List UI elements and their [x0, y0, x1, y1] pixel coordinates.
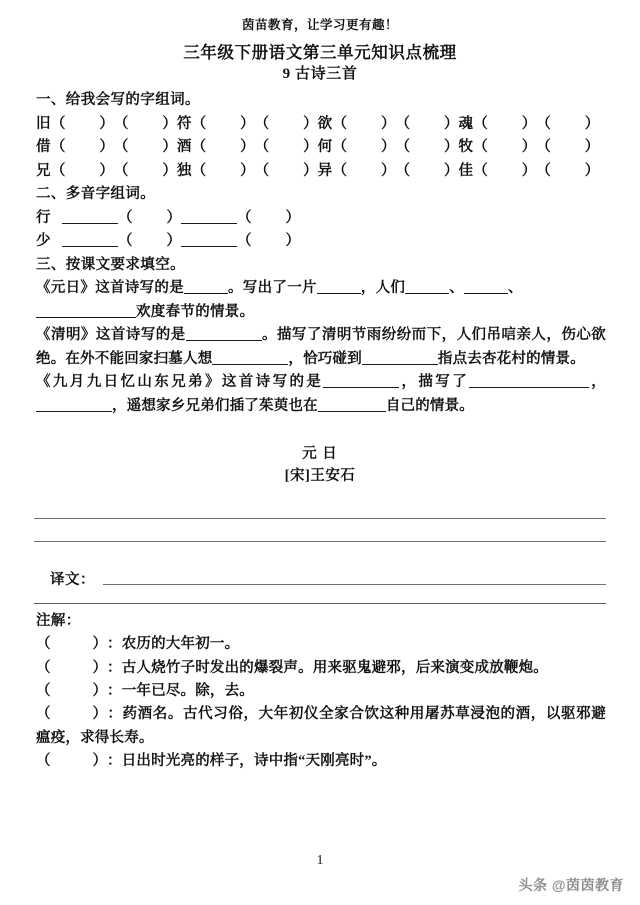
answer-blank[interactable] — [181, 209, 237, 224]
annotation-text: ：药酒名。古代习俗，大年初仪全家合饮这种用屠苏草浸泡的酒，以驱邪避瘟疫，求得长寿。 — [36, 706, 606, 746]
paren-open: （ — [36, 683, 51, 699]
answer-blank[interactable] — [464, 279, 508, 294]
answer-paren[interactable] — [118, 230, 181, 253]
paren-open: （ — [113, 162, 129, 179]
answer-blank[interactable] — [184, 279, 228, 294]
answer-paren[interactable] — [473, 160, 536, 183]
fill-text: 、 — [449, 280, 465, 297]
answer-paren[interactable] — [114, 160, 177, 183]
paren-close: ） — [443, 162, 459, 179]
paren-close: ） — [92, 636, 107, 653]
char-group — [318, 139, 459, 155]
answer-paren[interactable] — [51, 160, 114, 183]
answer-paren[interactable] — [473, 113, 536, 136]
paren-close: ） — [240, 162, 255, 179]
paren-close: ） — [443, 115, 459, 132]
annotation-text: ：古人烧竹子时发出的爆裂声。用来驱鬼避邪，后来演变成放鞭炮。 — [107, 659, 548, 676]
char-row — [34, 136, 606, 159]
section-two-heading: 二、多音字组词。 — [36, 186, 156, 203]
fill-text: 自己的情景。 — [385, 397, 475, 414]
answer-blank[interactable] — [36, 303, 136, 318]
answer-blank[interactable] — [62, 232, 118, 247]
annotation-item — [34, 657, 606, 680]
paren-open: （ — [36, 753, 51, 770]
char-group — [36, 139, 177, 155]
fill-text: 《元日》这首诗写的是 — [36, 280, 184, 297]
paren-open: （ — [113, 139, 129, 156]
polyphone-char: 少 — [36, 233, 51, 250]
annotation-item — [34, 703, 606, 750]
paren-close: ） — [443, 139, 459, 156]
paren-open: （ — [332, 115, 347, 132]
answer-paren[interactable] — [192, 136, 255, 159]
paren-open: （ — [473, 162, 488, 179]
answer-blank[interactable] — [181, 232, 237, 247]
paren-close: ） — [162, 115, 177, 132]
answer-paren[interactable] — [36, 680, 107, 703]
char-group — [458, 139, 599, 155]
polyphone-row — [34, 207, 606, 230]
poem-title: 元 日 — [302, 446, 338, 463]
char-group — [36, 163, 177, 179]
fill-blank-item — [34, 324, 606, 371]
paren-open: （ — [113, 115, 129, 132]
paren-open: （ — [473, 115, 488, 132]
fill-text: ，遥想家乡兄弟们插了茱萸也在 — [112, 397, 318, 414]
fill-text: 。写出了一片 — [228, 280, 317, 297]
paren-close: ） — [99, 115, 114, 132]
char-row — [34, 160, 606, 183]
char-label: 欲 — [317, 115, 333, 132]
paren-open: （ — [36, 706, 51, 723]
paren-open: （ — [536, 115, 551, 132]
paren-close: ） — [380, 162, 396, 179]
paren-open: （ — [536, 162, 551, 179]
answer-paren[interactable] — [536, 113, 599, 136]
paren-open: （ — [237, 233, 252, 250]
answer-paren[interactable] — [395, 136, 458, 159]
answer-paren[interactable] — [114, 113, 177, 136]
char-label: 兄 — [36, 162, 51, 179]
char-label: 魂 — [458, 115, 474, 132]
fill-text: 。描写了清明节雨纷纷而下，人们吊唁亲人，伤心欲绝。在外不能回家扫墓人想 — [36, 327, 606, 367]
paren-close: ） — [166, 209, 181, 226]
polyphone-char: 行 — [36, 209, 51, 226]
paren-close: ） — [521, 162, 537, 179]
paren-close: ） — [99, 162, 114, 179]
paren-close: ） — [303, 139, 318, 156]
fill-blank-item — [34, 371, 606, 418]
paren-close: ） — [380, 115, 396, 132]
answer-blank[interactable] — [469, 373, 589, 388]
paren-close: ） — [92, 753, 107, 770]
char-group — [177, 163, 318, 179]
annotation-item — [34, 633, 606, 656]
answer-paren[interactable] — [536, 160, 599, 183]
paren-open: （ — [254, 115, 270, 132]
paren-open: （ — [118, 233, 133, 250]
char-label: 牧 — [458, 139, 474, 156]
section-one-heading: 一、给我会写的字组词。 — [36, 92, 200, 109]
answer-blank[interactable] — [362, 350, 438, 365]
fill-text: ，人们 — [360, 280, 406, 297]
paren-close: ） — [162, 139, 177, 156]
paren-open: （ — [395, 115, 410, 132]
paren-close: ） — [240, 115, 255, 132]
paren-open: （ — [254, 139, 270, 156]
paren-open: （ — [332, 139, 347, 156]
char-group — [318, 163, 459, 179]
char-label: 异 — [317, 162, 333, 179]
answer-blank[interactable] — [323, 373, 399, 388]
paren-close: ） — [584, 139, 600, 156]
paren-open: （ — [50, 139, 66, 156]
paren-close: ） — [521, 139, 537, 156]
char-row — [34, 113, 606, 136]
answer-paren[interactable] — [118, 207, 181, 230]
char-group — [36, 116, 177, 132]
paren-open: （ — [536, 139, 551, 156]
paren-close: ） — [285, 233, 300, 250]
paren-open: （ — [395, 162, 410, 179]
fill-text: 《九月九日忆山东兄弟》这首诗写的是 — [36, 374, 324, 391]
paren-close: ） — [303, 162, 318, 179]
paren-close: ） — [285, 209, 300, 226]
answer-blank[interactable] — [318, 397, 386, 412]
answer-paren[interactable] — [255, 113, 318, 136]
answer-paren[interactable] — [332, 113, 395, 136]
paren-close: ） — [92, 659, 107, 676]
paren-close: ） — [521, 115, 537, 132]
annotation-item — [34, 680, 606, 703]
watermark: 头条 @茵茵教育 — [518, 877, 624, 893]
translation-blank[interactable] — [103, 583, 606, 585]
paren-open: （ — [191, 139, 207, 156]
answer-paren[interactable] — [237, 207, 300, 230]
paren-close: ） — [584, 115, 600, 132]
paren-open: （ — [473, 139, 488, 156]
answer-paren[interactable] — [237, 230, 300, 253]
paren-close: ） — [584, 162, 600, 179]
char-label: 借 — [36, 139, 51, 156]
fill-text: 指点去杏花村的情景。 — [437, 350, 585, 367]
answer-paren[interactable] — [255, 160, 318, 183]
page-number: 1 — [316, 853, 324, 868]
answer-paren[interactable] — [36, 633, 107, 656]
answer-blank[interactable] — [405, 279, 449, 294]
answer-blank[interactable] — [62, 209, 118, 224]
char-label: 符 — [176, 115, 192, 132]
paren-open: （ — [36, 636, 51, 653]
char-label: 独 — [176, 162, 192, 179]
answer-paren[interactable] — [395, 160, 458, 183]
answer-paren[interactable] — [114, 136, 177, 159]
annotation-text: ：日出时光亮的样子，诗中指“天刚亮时”。 — [107, 753, 387, 770]
answer-paren[interactable] — [192, 160, 255, 183]
answer-paren[interactable] — [36, 657, 107, 680]
answer-paren[interactable] — [332, 136, 395, 159]
paren-open: （ — [36, 659, 51, 676]
char-group — [177, 116, 318, 132]
paren-open: （ — [50, 115, 66, 132]
paren-open: （ — [118, 209, 133, 226]
char-label: 佳 — [458, 162, 474, 179]
translation-row — [34, 568, 606, 589]
answer-paren[interactable] — [51, 113, 114, 136]
annotations-heading: 注解： — [36, 612, 81, 629]
answer-blank[interactable] — [36, 397, 112, 412]
paren-close: ） — [380, 139, 396, 156]
answer-paren[interactable] — [192, 113, 255, 136]
char-group — [177, 139, 318, 155]
paren-open: （ — [332, 162, 347, 179]
fill-blank-item — [34, 277, 606, 300]
fill-text: ，恰巧碰到 — [288, 350, 362, 367]
paren-open: （ — [191, 115, 207, 132]
fill-text: 欢度春节的情景。 — [136, 303, 255, 320]
answer-paren[interactable] — [473, 136, 536, 159]
answer-paren[interactable] — [36, 703, 107, 726]
paren-close: ） — [240, 139, 255, 156]
paren-close: ） — [99, 139, 114, 156]
char-group — [318, 116, 459, 132]
answer-blank[interactable] — [212, 350, 288, 365]
char-group — [458, 163, 599, 179]
page-title: 三年级下册语文第三单元知识点梳理 — [183, 43, 457, 62]
section-three-heading: 三、按课文要求填空。 — [36, 256, 185, 273]
brand-tagline: 茵苗教育，让学习更有趣！ — [241, 18, 398, 32]
annotation-item — [34, 750, 606, 773]
answer-blank[interactable] — [317, 279, 361, 294]
char-label: 何 — [317, 139, 333, 156]
fill-text: ， — [589, 374, 606, 391]
fill-text: 《清明》这首诗写的是 — [36, 327, 186, 344]
answer-blank[interactable] — [186, 326, 262, 341]
paren-open: （ — [254, 162, 270, 179]
paren-open: （ — [395, 139, 410, 156]
page-subtitle: 9 古诗三首 — [282, 66, 358, 83]
char-label: 旧 — [36, 115, 51, 132]
poem-author: [宋]王安石 — [284, 467, 356, 484]
char-label: 酒 — [176, 139, 192, 156]
fill-blank-item-cont — [34, 301, 606, 324]
paren-close: ） — [92, 706, 107, 723]
annotation-text: ：农历的大年初一。 — [107, 636, 240, 653]
fill-text: ，描写了 — [399, 374, 470, 391]
paren-close: ） — [162, 162, 177, 179]
answer-paren[interactable] — [332, 160, 395, 183]
translation-label: 译文： — [50, 571, 95, 588]
paren-open: （ — [191, 162, 207, 179]
answer-paren[interactable] — [395, 113, 458, 136]
answer-paren[interactable] — [51, 136, 114, 159]
annotation-text: ：一年已尽。除，去。 — [107, 683, 254, 699]
polyphone-row — [34, 230, 606, 253]
paren-close: ） — [92, 683, 107, 699]
paren-close: ） — [166, 233, 181, 250]
char-group — [458, 116, 599, 132]
answer-paren[interactable] — [536, 136, 599, 159]
paren-open: （ — [50, 162, 66, 179]
paren-close: ） — [303, 115, 318, 132]
answer-paren[interactable] — [255, 136, 318, 159]
answer-paren[interactable] — [36, 750, 107, 773]
paren-open: （ — [237, 209, 252, 226]
fill-text: 、 — [508, 280, 523, 297]
